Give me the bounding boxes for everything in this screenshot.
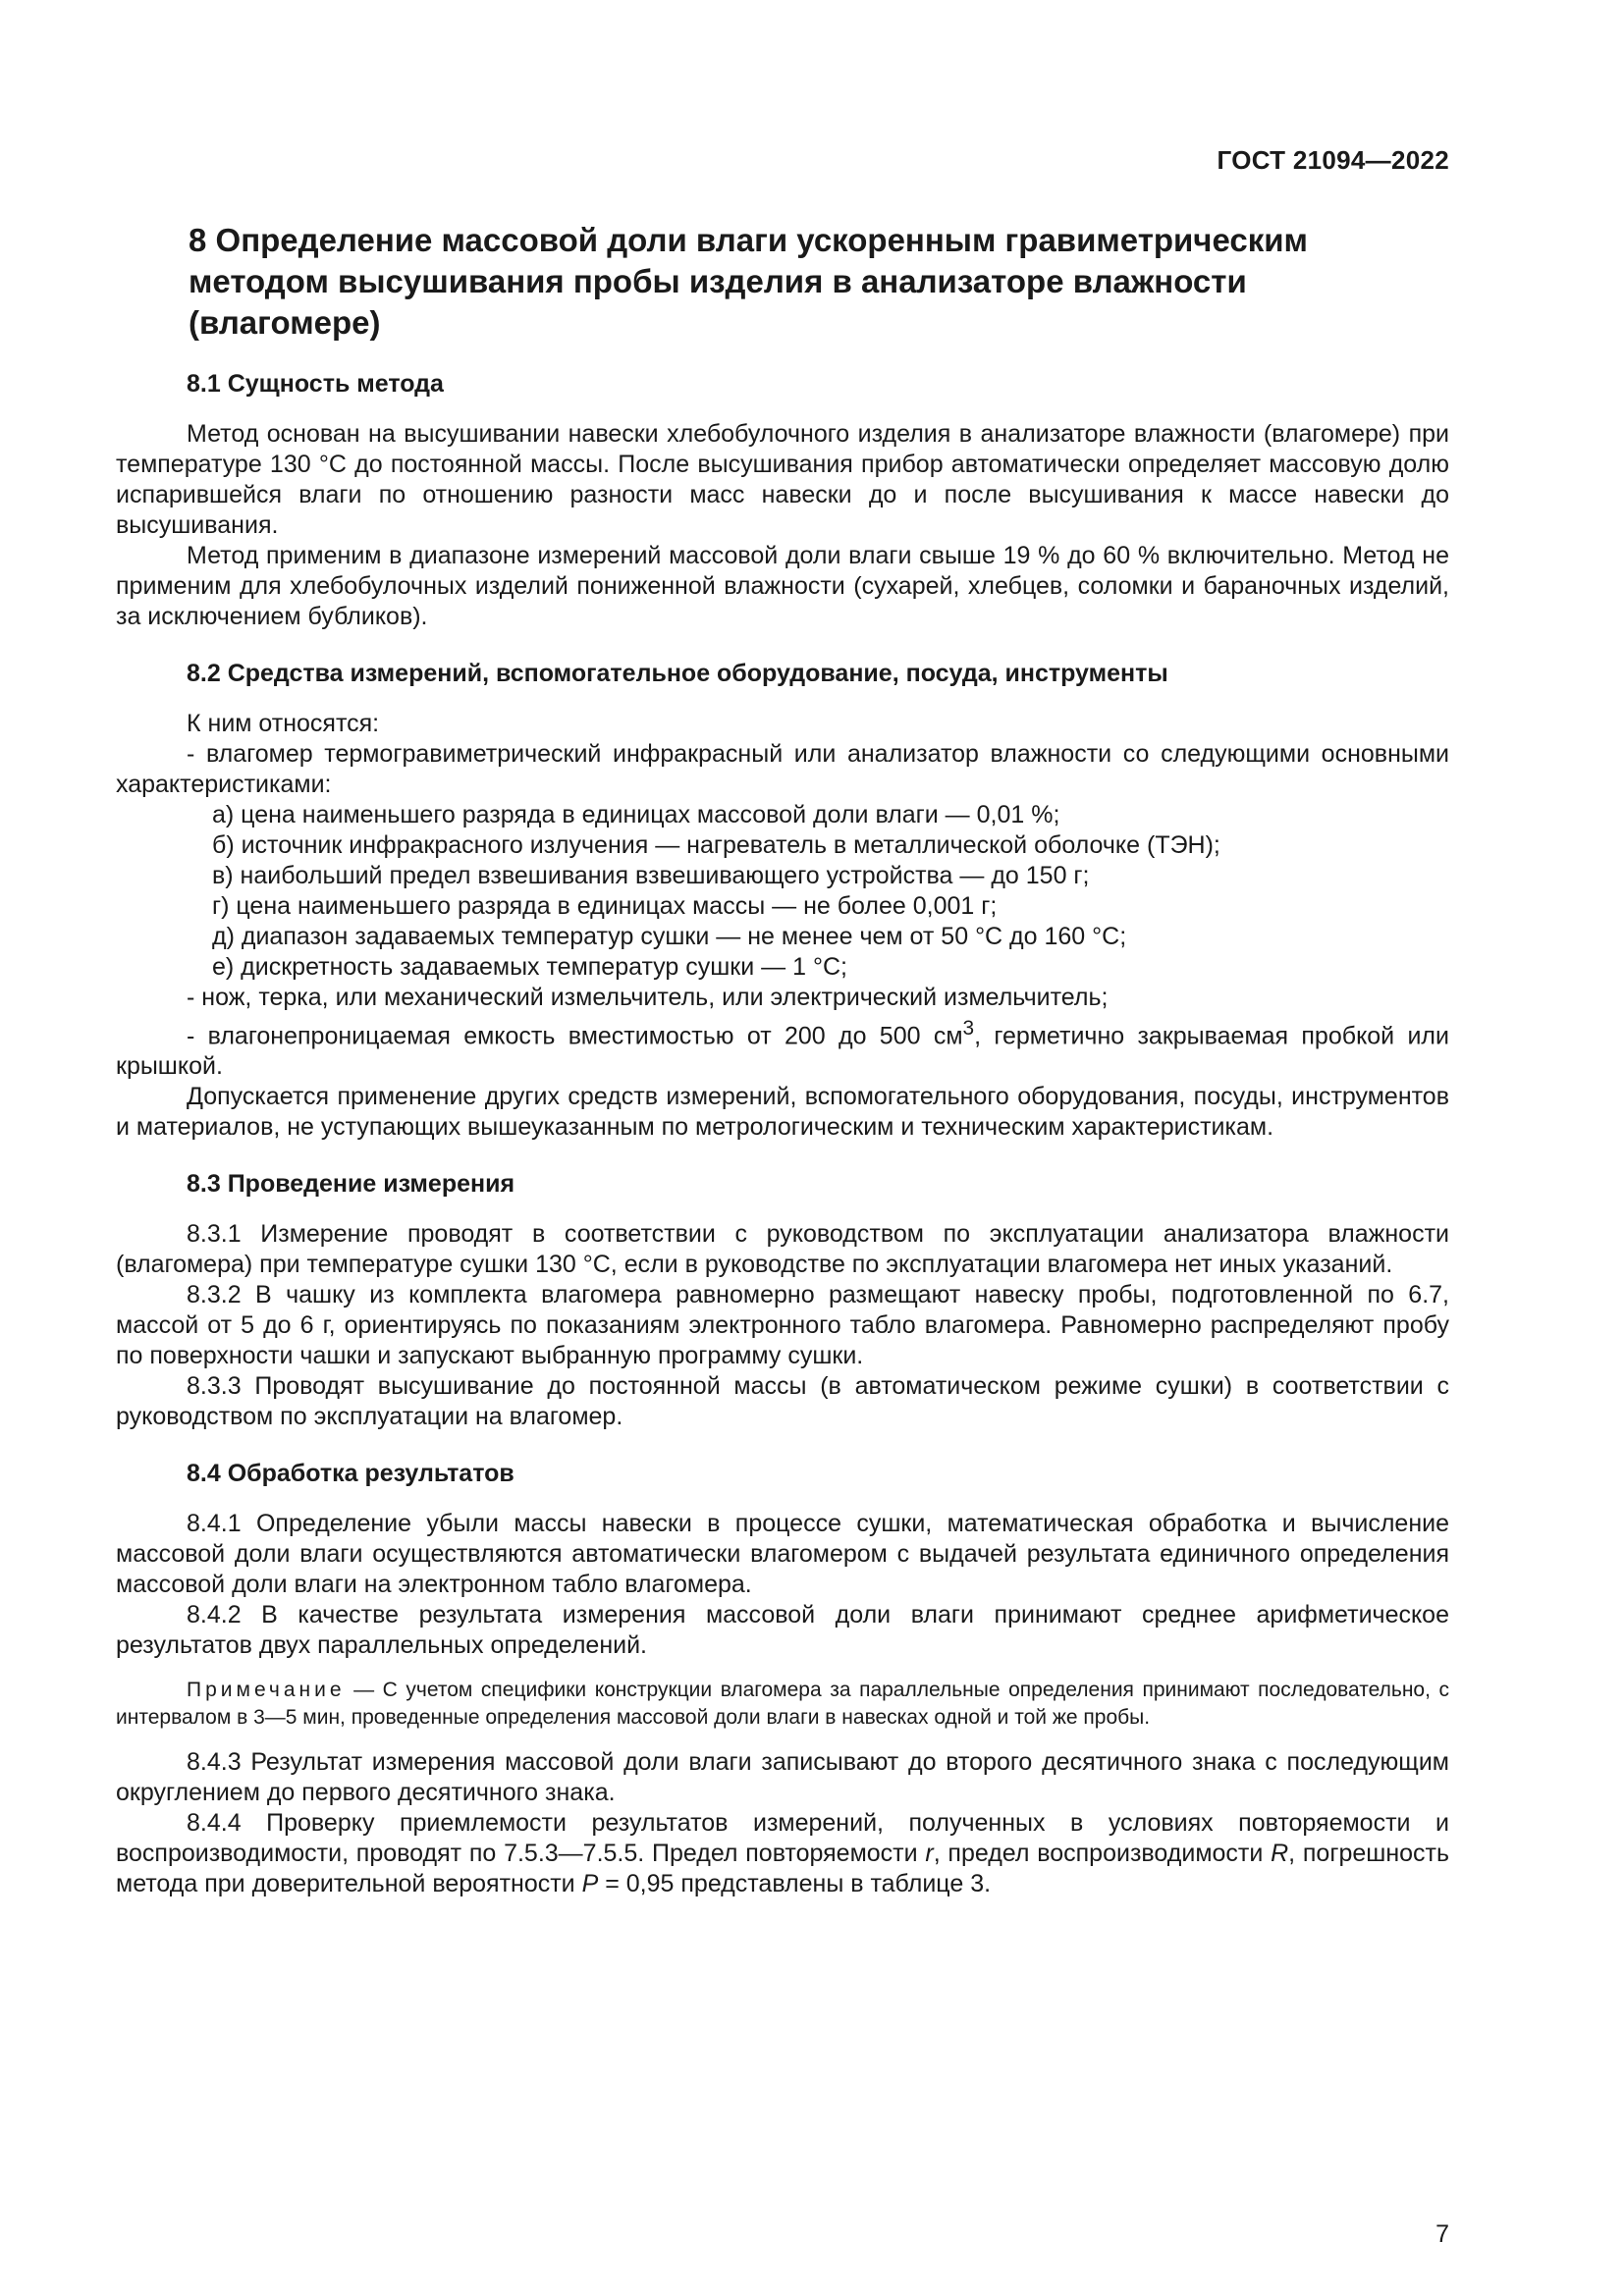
paragraph-8-3-1: 8.3.1 Измерение проводят в соответствии с руководством по эксплуатации анализатора влажности (влагомера) при температуре сушки 130 °С, если в руководстве по эксплуатации влагомера нет иных указаний. bbox=[116, 1220, 1449, 1279]
paragraph-8-4-1: 8.4.1 Определение убыли массы навески в процессе сушки, математическая обработка и вычисление массовой доли влаги осуществляются автоматически влагомером с выдачей результата единичного определения массовой доли влаги на электронном табло влагомера. bbox=[116, 1510, 1449, 1599]
list-item-a: а) цена наименьшего разряда в единицах массовой доли влаги — 0,01 %; bbox=[212, 801, 1060, 828]
list-item-b: б) источник инфракрасного излучения — нагреватель в металлической оболочке (ТЭН); bbox=[212, 831, 1220, 859]
list-item-e: е) дискретность задаваемых температур сушки — 1 °С; bbox=[212, 953, 847, 981]
section-heading-8-3: 8.3 Проведение измерения bbox=[187, 1170, 515, 1199]
paragraph-8-4-4: 8.4.4 Проверку приемлемости результатов измерений, полученных в условиях повторяемости и воспроизводимости, проводят по 7.5.3—7.5.5. Предел повторяемости r, предел воспроизводимости R, погрешность метода при доверительной вероятности P = 0,95 представлены в таблице 3. bbox=[116, 1809, 1450, 1898]
list-item-g: г) цена наименьшего разряда в единицах массы — не более 0,001 г; bbox=[212, 892, 998, 920]
paragraph-8-4-3: 8.4.3 Результат измерения массовой доли влаги записывают до второго десятичного знака с последующим округлением до первого десятичного знака. bbox=[116, 1748, 1449, 1807]
paragraph-8-4-2: 8.4.2 В качестве результата измерения массовой доли влаги принимают среднее арифметическое результатов двух параллельных определений. bbox=[116, 1601, 1449, 1660]
paragraph-method-essence: Метод основан на высушивании навески хлебобулочного изделия в анализаторе влажности (влагомере) при температуре 130 °С до постоянной массы. После высушивания прибор автоматически определяет массовую долю испарившейся влаги по отношению разности масс навески до и после высушивания к массе навески до высушивания. bbox=[116, 420, 1449, 539]
page-number: 7 bbox=[1435, 2220, 1449, 2248]
section-heading-8-4: 8.4 Обработка результатов bbox=[187, 1460, 514, 1488]
section-heading-8-2: 8.2 Средства измерений, вспомогательное оборудование, посуда, инструменты bbox=[187, 660, 1168, 687]
paragraph-other-equipment: Допускается применение других средств измерений, вспомогательного оборудования, посуды, инструментов и материалов, не уступающих вышеуказанным по метрологическим и техническим характеристикам. bbox=[116, 1083, 1449, 1142]
list-item-v: в) наибольший предел взвешивания взвешивающего устройства — до 150 г; bbox=[212, 862, 1090, 889]
paragraph-equipment-intro: К ним относятся: bbox=[187, 710, 380, 737]
section-heading-8-1: 8.1 Сущность метода bbox=[187, 370, 444, 398]
note bbox=[116, 1677, 1449, 1732]
list-item-container: - влагонепроницаемая емкость вместимостью от 200 до 500 $см^3$, герметично закрываемая пробкой или крышкой. bbox=[116, 1017, 1449, 1081]
chapter-title: 8 Определение массовой доли влаги ускоренным гравиметрическим методом высушивания пробы изделия в анализаторе влажности (влагомере) bbox=[189, 222, 1308, 341]
paragraph-8-3-2: 8.3.2 В чашку из комплекта влагомера равномерно размещают навеску пробы, подготовленной по 6.7, массой от 5 до 6 г, ориентируясь по показаниям электронного табло влагомера. Равномерно распределяют пробу по поверхности чашки и запускают выбранную программу сушки. bbox=[116, 1281, 1449, 1370]
note-text: — С учетом специфики конструкции влагомера за параллельные определения принимают последовательно, с интервалом в 3—5 мин, проведенные определения массовой доли влаги в навесках одной и той же пробы. bbox=[116, 1679, 1449, 1730]
paragraph-8-3-3: 8.3.3 Проводят высушивание до постоянной массы (в автоматическом режиме сушки) в соответствии с руководством по эксплуатации на влагомер. bbox=[116, 1372, 1449, 1431]
document-page bbox=[116, 0, 1449, 2296]
paragraph-method-range: Метод применим в диапазоне измерений массовой доли влаги свыше 19 % до 60 % включительно. Метод не применим для хлебобулочных изделий пониженной влажности (сухарей, хлебцев, соломки и бараночных изделий, за исключением бубликов). bbox=[116, 542, 1449, 630]
document-body bbox=[116, 369, 1449, 1899]
list-item-knife: - нож, терка, или механический измельчитель, или электрический измельчитель; bbox=[187, 984, 1109, 1011]
note-label: Примечание bbox=[187, 1679, 346, 1702]
document-code: ГОСТ 21094—2022 bbox=[1217, 145, 1449, 175]
list-item-d: д) диапазон задаваемых температур сушки — не менее чем от 50 °С до 160 °С; bbox=[212, 923, 1127, 950]
list-item-moisture-meter: - влагомер термогравиметрический инфракрасный или анализатор влажности со следующими основными характеристиками: bbox=[116, 740, 1449, 798]
